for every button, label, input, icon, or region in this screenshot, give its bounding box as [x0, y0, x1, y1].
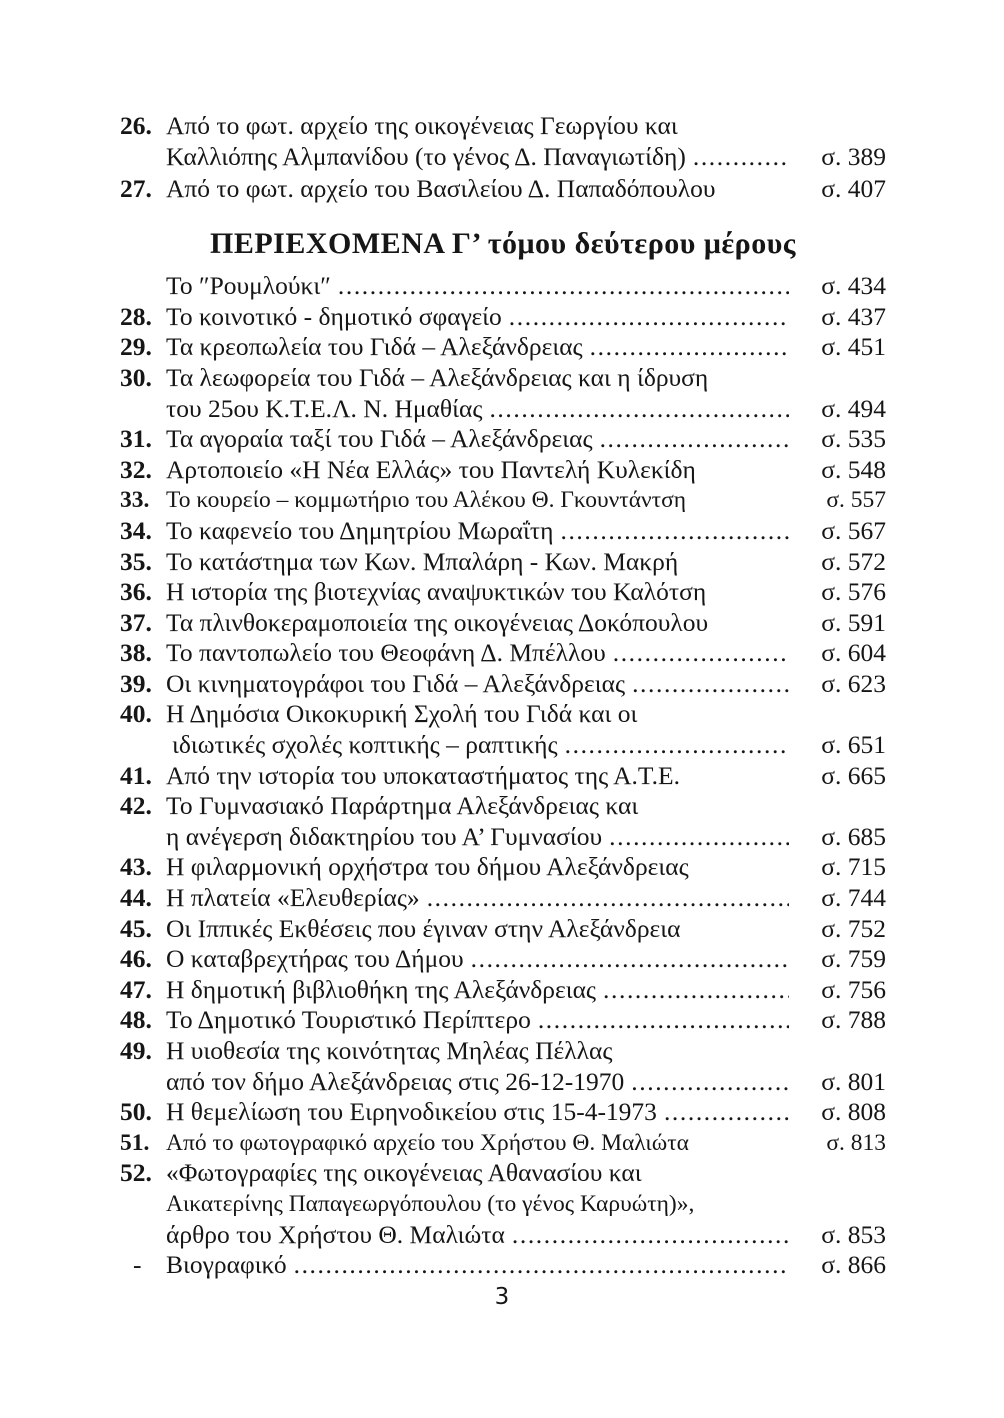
entry-page-ref: σ. 853: [821, 1219, 886, 1249]
entry-title: Τα κρεοπωλεία του Γιδά – Αλεξάνδρειας: [166, 332, 583, 362]
entry-title: «Φωτογραφίες της οικογένειας Αθανασίου και: [166, 1158, 642, 1188]
entry-number: 32.: [120, 454, 152, 484]
page-number: 3: [494, 1284, 510, 1310]
entry-title: Το Δημοτικό Τουριστικό Περίπτερο: [166, 1005, 531, 1035]
dot-leader: [603, 975, 789, 1006]
toc-row: [120, 1036, 886, 1067]
entry-title: Από το φωτογραφικό αρχείο του Χρήστου Θ. Μαλιώτα: [166, 1129, 689, 1156]
entry-title: Από το φωτ. αρχείο της οικογένειας Γεωργίου και: [166, 111, 678, 140]
entry-number: 49.: [120, 1036, 152, 1066]
entry-title: Η φιλαρμονική ορχήστρα του δήμου Αλεξάνδρειας: [166, 852, 689, 882]
entry-title: Η δημοτική βιβλιοθήκη της Αλεξάνδρειας: [166, 974, 597, 1004]
toc-row: [120, 302, 886, 333]
toc-row: [120, 791, 886, 822]
entry-page-ref: σ. 759: [821, 944, 886, 974]
dot-leader: [338, 271, 789, 302]
toc-row: [120, 394, 886, 425]
entry-title: Το κοινοτικό - δημοτικό σφαγείο: [166, 301, 502, 331]
toc-row: [120, 141, 886, 172]
entry-title: του 25ου Κ.Τ.Ε.Λ. Ν. Ημαθίας: [166, 393, 483, 423]
toc-row: [120, 1220, 886, 1251]
entry-title: Το κουρείο – κομμωτήριο του Αλέκου Θ. Γκουντάντση: [166, 487, 687, 514]
entry-number: 41.: [120, 760, 152, 790]
entry-page-ref: σ. 715: [821, 852, 886, 882]
toc-row: [120, 975, 886, 1006]
entry-title: Βιογραφικό: [166, 1250, 287, 1280]
entry-number: 39.: [120, 668, 152, 698]
entry-number: 33.: [120, 487, 150, 514]
dot-leader: [512, 1220, 789, 1251]
dot-leader: [560, 516, 789, 547]
toc-row: [120, 914, 886, 945]
entry-title: Το ″Ρουμλούκι″: [166, 271, 331, 301]
entry-page-ref: σ. 572: [821, 546, 886, 576]
entry-number: 34.: [120, 515, 152, 545]
entry-page-ref: σ. 451: [821, 332, 886, 362]
entry-number: 42.: [120, 791, 152, 821]
toc-row: [120, 1189, 886, 1220]
entry-number: 52.: [120, 1158, 152, 1188]
entry-page-ref: σ. 808: [821, 1097, 886, 1127]
entry-title: από τον δήμο Αλεξάνδρειας στις 26-12-1970: [166, 1066, 625, 1096]
entry-page-ref: σ. 604: [821, 638, 886, 668]
entry-title: άρθρο του Χρήστου Θ. Μαλιώτα: [166, 1219, 505, 1249]
entry-number: 51.: [120, 1129, 150, 1156]
entry-page-ref: σ. 801: [821, 1066, 886, 1096]
entry-page-ref: σ. 567: [821, 515, 886, 545]
entry-title: Καλλιόπης Αλμπανίδου (το γένος Δ. Παναγιωτίδη): [166, 142, 686, 172]
toc-row: [120, 761, 886, 792]
entry-number: 26.: [120, 111, 152, 140]
toc-row: [120, 1097, 886, 1128]
entry-page-ref: σ. 434: [821, 271, 886, 301]
entry-title: ιδιωτικές σχολές κοπτικής – ραπτικής: [172, 730, 558, 760]
entry-title: Από την ιστορία του υποκαταστήματος της Α.Τ.Ε.: [166, 760, 680, 790]
entry-title: Από το φωτ. αρχείο του Βασιλείου Δ. Παπαδόπουλου: [166, 173, 716, 203]
dot-leader: [693, 141, 789, 172]
entry-number: 36.: [120, 577, 152, 607]
dot-leader: [471, 944, 789, 975]
toc-row: [120, 852, 886, 883]
toc-row: [120, 699, 886, 730]
entry-page-ref: σ. 389: [821, 142, 886, 172]
toc-row: [120, 1250, 886, 1281]
entry-title: Τα πλινθοκεραμοποιεία της οικογένειας Δοκόπουλου: [166, 607, 709, 637]
entry-page-ref: σ. 752: [821, 913, 886, 943]
dot-leader: [631, 1067, 789, 1098]
entry-title: Τα αγοραία ταξί του Γιδά – Αλεξάνδρειας: [166, 424, 593, 454]
entry-page-ref: σ. 756: [821, 974, 886, 1004]
entry-number: 47.: [120, 974, 152, 1004]
entry-page-ref: σ. 535: [821, 424, 886, 454]
toc-row: [120, 608, 886, 639]
toc-row: [120, 883, 886, 914]
toc-row: [120, 271, 886, 302]
entry-number: 37.: [120, 607, 152, 637]
dot-leader: [427, 883, 789, 914]
entry-number: 38.: [120, 638, 152, 668]
entry-page-ref: σ. 665: [821, 760, 886, 790]
entry-title: Το Γυμνασιακό Παράρτημα Αλεξάνδρειας και: [166, 791, 639, 821]
entry-title: Οι Ιππικές Εκθέσεις που έγιναν στην Αλεξάνδρεια: [166, 913, 681, 943]
entry-title: Οι κινηματογράφοι του Γιδά – Αλεξάνδρειας: [166, 668, 626, 698]
dot-leader: [509, 302, 789, 333]
toc-row: [120, 1128, 886, 1159]
toc-row: [120, 173, 886, 204]
toc-row: [120, 455, 886, 486]
entry-title: Η ιστορία της βιοτεχνίας αναψυκτικών του Καλότση: [166, 577, 707, 607]
dot-leader: [565, 730, 789, 761]
entry-page-ref: σ. 788: [821, 1005, 886, 1035]
toc-row: [120, 577, 886, 608]
entry-page-ref: σ. 744: [821, 883, 886, 913]
entry-title: Η θεμελίωση του Ειρηνοδικείου στις 15-4-1973: [166, 1097, 657, 1127]
toc-row: [120, 822, 886, 853]
toc-row: [120, 424, 886, 455]
toc-row: [120, 730, 886, 761]
entry-title: Η πλατεία «Ελευθερίας»: [166, 883, 420, 913]
entry-page-ref: σ. 494: [821, 393, 886, 423]
entry-page-ref: σ. 557: [826, 487, 886, 514]
dot-leader: [489, 394, 789, 425]
toc-row: [120, 638, 886, 669]
entry-number: 45.: [120, 913, 152, 943]
entry-page-ref: σ. 591: [821, 607, 886, 637]
toc-row: [120, 1005, 886, 1036]
entry-title: Ο καταβρεχτήρας του Δήμου: [166, 944, 464, 974]
toc-section-previous: [120, 110, 886, 204]
entry-page-ref: σ. 623: [821, 668, 886, 698]
entry-title: Η Δημόσια Οικοκυρική Σχολή του Γιδά και οι: [166, 699, 638, 729]
toc-row: [120, 547, 886, 578]
entry-page-ref: σ. 866: [821, 1250, 886, 1280]
toc-row: [120, 1158, 886, 1189]
entry-page-ref: σ. 437: [821, 301, 886, 331]
entry-title: Αρτοποιείο «Η Νέα Ελλάς» του Παντελή Κυλεκίδη: [166, 454, 696, 484]
dot-leader: [613, 638, 789, 669]
entry-title: Το καφενείο του Δημητρίου Μωραΐτη: [166, 515, 554, 545]
entry-title: Το κατάστημα των Κων. Μπαλάρη - Κων. Μακρή: [166, 546, 679, 576]
table-of-contents: [120, 110, 886, 1281]
entry-page-ref: σ. 548: [821, 454, 886, 484]
entry-number: -: [133, 1250, 142, 1280]
dot-leader: [600, 424, 789, 455]
entry-title: Τα λεωφορεία του Γιδά – Αλεξάνδρειας και η ίδρυση: [166, 362, 709, 392]
entry-number: 44.: [120, 883, 152, 913]
entry-number: 27.: [120, 173, 152, 203]
dot-leader: [664, 1097, 789, 1128]
entry-number: 30.: [120, 362, 152, 392]
toc-section-volume-c-part-2: [120, 271, 886, 1281]
toc-row: [120, 363, 886, 394]
dot-leader: [538, 1005, 789, 1036]
entry-number: 50.: [120, 1097, 152, 1127]
entry-number: 43.: [120, 852, 152, 882]
entry-page-ref: σ. 813: [826, 1129, 886, 1156]
entry-number: 48.: [120, 1005, 152, 1035]
entry-number: 29.: [120, 332, 152, 362]
entry-title: η ανέγερση διδακτηρίου του Α’ Γυμνασίου: [166, 821, 603, 851]
dot-leader: [632, 669, 789, 700]
entry-title: Αικατερίνης Παπαγεωργόπουλου (το γένος Καρυώτη)»,: [166, 1190, 695, 1217]
section-title: ΠΕΡΙΕΧΟΜΕΝΑ Γ’ τόμου δεύτερου μέρους: [210, 227, 796, 261]
toc-row: [120, 1067, 886, 1098]
entry-number: 28.: [120, 301, 152, 331]
toc-row: [120, 669, 886, 700]
entry-number: 35.: [120, 546, 152, 576]
entry-number: 46.: [120, 944, 152, 974]
entry-page-ref: σ. 407: [821, 173, 886, 203]
entry-page-ref: σ. 651: [821, 730, 886, 760]
entry-title: Η υιοθεσία της κοινότητας Μηλέας Πέλλας: [166, 1036, 613, 1066]
dot-leader: [590, 332, 789, 363]
entry-number: 40.: [120, 699, 152, 729]
toc-row: [120, 944, 886, 975]
dot-leader: [609, 822, 789, 853]
entry-title: Το παντοπωλείο του Θεοφάνη Δ. Μπέλλου: [166, 638, 606, 668]
entry-page-ref: σ. 685: [821, 821, 886, 851]
dot-leader: [294, 1250, 789, 1281]
entry-number: 31.: [120, 424, 152, 454]
toc-row: [120, 332, 886, 363]
toc-row: [120, 516, 886, 547]
toc-row: [120, 110, 886, 141]
entry-page-ref: σ. 576: [821, 577, 886, 607]
toc-row: [120, 485, 886, 516]
